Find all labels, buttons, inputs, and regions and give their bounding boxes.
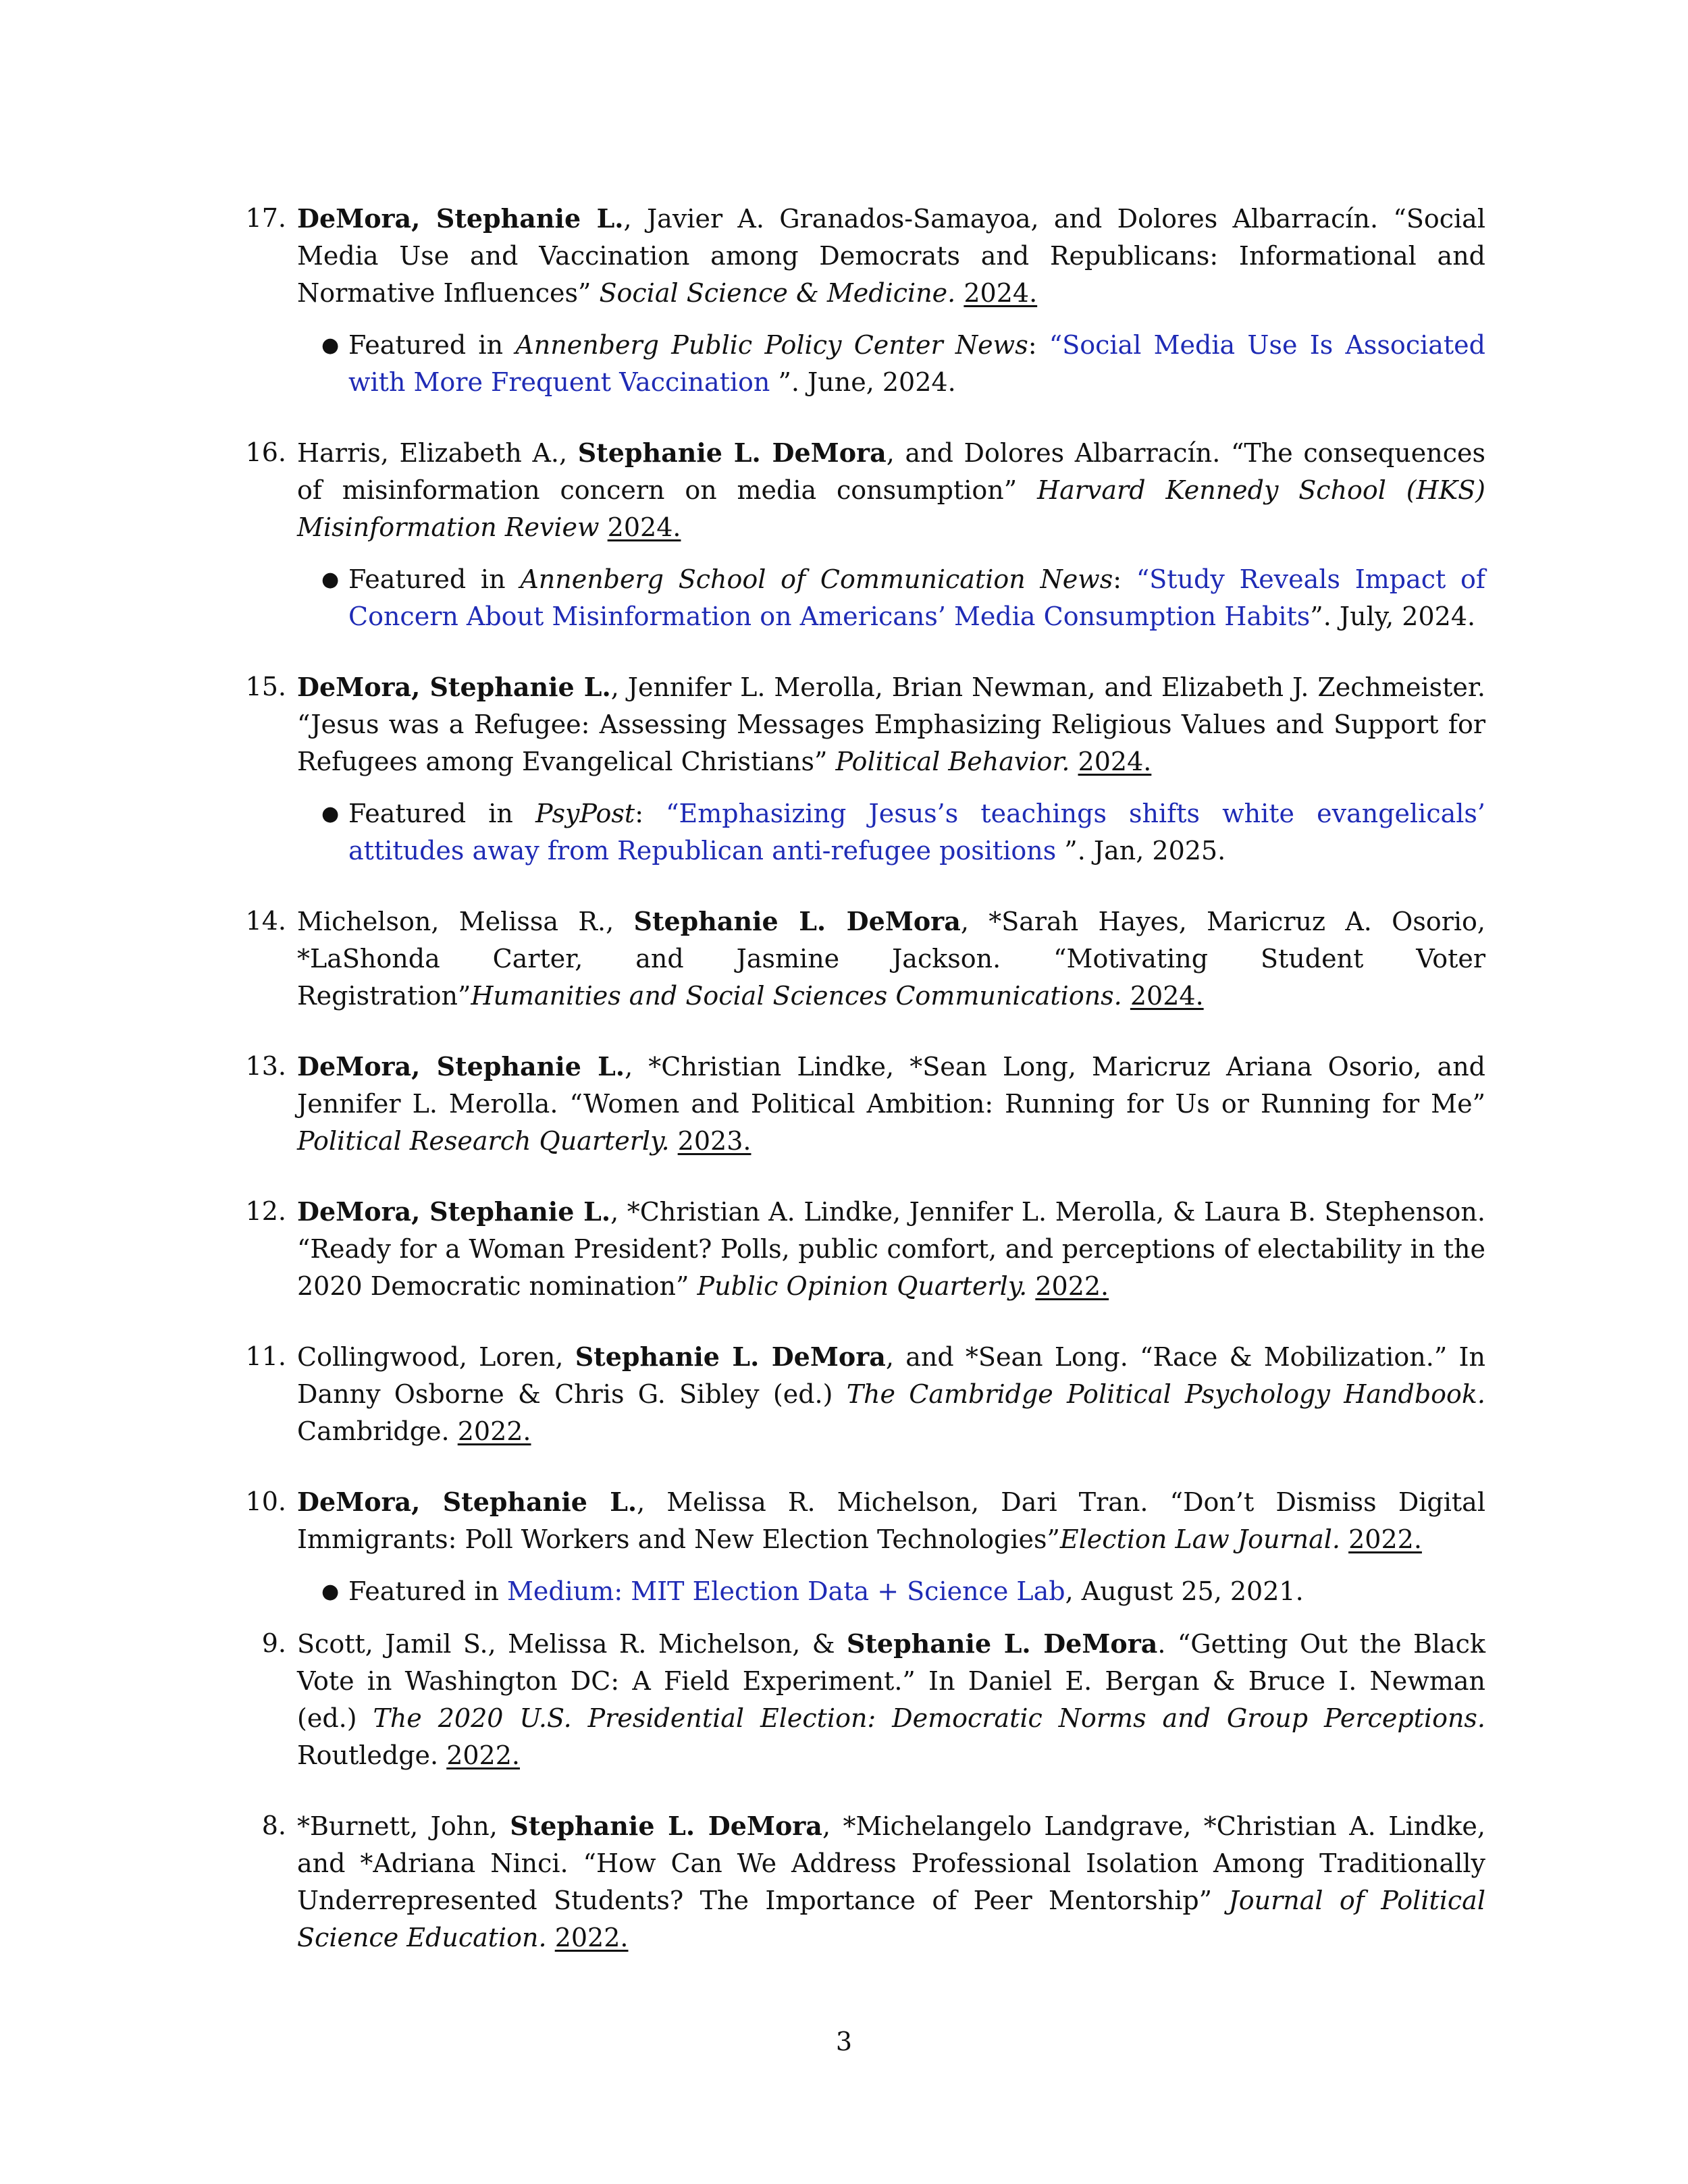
year-link[interactable]: 2023. bbox=[677, 1126, 751, 1156]
bullet-icon: ● bbox=[321, 802, 340, 826]
publication-number: 15. bbox=[245, 672, 286, 701]
self-author: DeMora, Stephanie L. bbox=[297, 672, 611, 702]
publication-number: 14. bbox=[245, 906, 286, 936]
self-author: DeMora, Stephanie L. bbox=[297, 1051, 625, 1082]
year-link[interactable]: 2022. bbox=[446, 1740, 520, 1770]
publication-number: 11. bbox=[245, 1341, 286, 1371]
publication-16 bbox=[243, 434, 1485, 635]
venue: Political Behavior. bbox=[835, 747, 1070, 776]
featured-suffix: , August 25, 2021. bbox=[1065, 1576, 1304, 1606]
bullet-icon: ● bbox=[321, 334, 340, 357]
self-author: Stephanie L. DeMora bbox=[577, 437, 887, 468]
bullet-icon: ● bbox=[321, 1580, 340, 1603]
featured-outlet: Annenberg School of Communication News bbox=[520, 564, 1113, 594]
venue: Journal of Political Science Education. bbox=[297, 1886, 1485, 1952]
publication-number: 12. bbox=[245, 1196, 286, 1226]
featured-separator: : bbox=[1028, 330, 1049, 360]
featured-article-link[interactable]: “Emphasizing Jesus’s teachings shifts white evangelicals’ attitudes away from Republican anti-refugee positions bbox=[348, 799, 1485, 865]
venue: Public Opinion Quarterly. bbox=[697, 1271, 1028, 1301]
featured-suffix: ”. June, 2024. bbox=[778, 367, 956, 397]
featured-article-link[interactable]: “Study Reveals Impact of Concern About Misinformation on Americans’ Media Consumption Habits bbox=[348, 564, 1485, 631]
self-author: DeMora, Stephanie L. bbox=[297, 203, 624, 234]
self-author: Stephanie L. DeMora bbox=[633, 906, 961, 936]
publisher: Cambridge. bbox=[297, 1416, 450, 1446]
authors-before: Scott, Jamil S., Melissa R. Michelson, & bbox=[297, 1629, 847, 1659]
publication-17 bbox=[243, 200, 1485, 401]
featured-separator: : bbox=[1113, 564, 1136, 594]
featured-item bbox=[297, 795, 1485, 870]
authors-and-title: , *Sarah Hayes, Maricruz A. Osorio, *LaShonda Carter, and Jasmine Jackson. “Motivating Student Voter Registration” bbox=[297, 907, 1485, 1011]
authors-before: *Burnett, John, bbox=[297, 1811, 510, 1841]
publication-number: 8. bbox=[261, 1811, 286, 1840]
featured-suffix: ”. Jan, 2025. bbox=[1064, 836, 1226, 865]
featured-article-link[interactable]: Medium: MIT Election Data + Science Lab bbox=[506, 1576, 1065, 1606]
featured-outlet: Annenberg Public Policy Center News bbox=[515, 330, 1028, 360]
featured-outlet: PsyPost bbox=[535, 799, 635, 828]
authors-and-title: , Jennifer L. Merolla, Brian Newman, and Elizabeth J. Zechmeister. “Jesus was a Refugee: Assessing Messages Emphasizing Religious Values and Support for Refugees among Evangelical Christians” bbox=[297, 672, 1485, 776]
self-author: Stephanie L. DeMora bbox=[510, 1811, 822, 1841]
authors-before: Harris, Elizabeth A., bbox=[297, 438, 578, 468]
publication-14 bbox=[243, 903, 1485, 1015]
publication-number: 13. bbox=[245, 1051, 286, 1081]
publication-number: 16. bbox=[245, 437, 286, 467]
authors-and-title: , *Christian A. Lindke, Jennifer L. Merolla, & Laura B. Stephenson. “Ready for a Woman President? Polls, public comfort, and perceptions of electability in the 2020 Democratic nomination” bbox=[297, 1197, 1485, 1301]
publication-list bbox=[243, 200, 1485, 1990]
self-author: DeMora, Stephanie L. bbox=[297, 1196, 611, 1227]
authors-and-title: , and *Sean Long. “Race & Mobilization.” In Danny Osborne & Chris G. Sibley (ed.) bbox=[297, 1342, 1485, 1409]
publisher: Routledge. bbox=[297, 1740, 439, 1770]
authors-and-title: , *Christian Lindke, *Sean Long, Maricruz Ariana Osorio, and Jennifer L. Merolla. “Women and Political Ambition: Running for Us or Running for Me” bbox=[297, 1052, 1485, 1119]
featured-item bbox=[297, 1573, 1485, 1610]
venue: The 2020 U.S. Presidential Election: Democratic Norms and Group Perceptions. bbox=[373, 1703, 1486, 1733]
venue: The Cambridge Political Psychology Handbook. bbox=[846, 1379, 1486, 1409]
publication-number: 10. bbox=[245, 1487, 286, 1516]
authors-and-title: , *Michelangelo Landgrave, *Christian A. Lindke, and *Adriana Ninci. “How Can We Address Professional Isolation Among Traditionally Underrepresented Students? The Importance of Peer Mentorship” bbox=[297, 1811, 1486, 1915]
venue: Political Research Quarterly. bbox=[297, 1126, 670, 1156]
authors-and-title: , Javier A. Granados-Samayoa, and Dolores Albarracín. “Social Media Use and Vaccination among Democrats and Republicans: Informational and Normative Influences” bbox=[297, 204, 1485, 308]
self-author: DeMora, Stephanie L. bbox=[297, 1487, 637, 1517]
year-link[interactable]: 2022. bbox=[457, 1416, 531, 1446]
publication-8 bbox=[243, 1807, 1485, 1956]
publication-number: 9. bbox=[261, 1628, 286, 1658]
year-link[interactable]: 2024. bbox=[1078, 747, 1152, 776]
publication-15 bbox=[243, 668, 1485, 870]
year-link[interactable]: 2024. bbox=[964, 278, 1038, 308]
venue: Humanities and Social Sciences Communications. bbox=[471, 981, 1122, 1011]
featured-item bbox=[297, 327, 1485, 401]
page-number: 3 bbox=[835, 2027, 853, 2056]
publication-number: 17. bbox=[245, 203, 286, 233]
publication-13 bbox=[243, 1048, 1485, 1160]
year-link[interactable]: 2022. bbox=[1035, 1271, 1109, 1301]
publication-9 bbox=[243, 1625, 1485, 1774]
featured-prefix: Featured in bbox=[348, 1576, 507, 1606]
venue: Election Law Journal. bbox=[1059, 1524, 1341, 1554]
venue: Social Science & Medicine. bbox=[599, 278, 956, 308]
featured-prefix: Featured in bbox=[348, 564, 521, 594]
authors-and-title: , Melissa R. Michelson, Dari Tran. “Don’t Dismiss Digital Immigrants: Poll Workers and New Election Technologies” bbox=[297, 1487, 1485, 1554]
authors-before: Collingwood, Loren, bbox=[297, 1342, 575, 1372]
authors-before: Michelson, Melissa R., bbox=[297, 907, 634, 936]
featured-item bbox=[297, 561, 1485, 635]
year-link[interactable]: 2022. bbox=[554, 1923, 629, 1952]
featured-prefix: Featured in bbox=[348, 330, 516, 360]
featured-article-link[interactable]: “Social Media Use Is Associated with More Frequent Vaccination bbox=[348, 330, 1485, 397]
featured-separator: : bbox=[635, 799, 666, 828]
featured-suffix: ”. July, 2024. bbox=[1310, 602, 1476, 631]
year-link[interactable]: 2024. bbox=[1130, 981, 1204, 1011]
publication-11 bbox=[243, 1338, 1485, 1450]
self-author: Stephanie L. DeMora bbox=[575, 1341, 886, 1372]
authors-and-title: , and Dolores Albarracín. “The consequences of misinformation concern on media consumption” bbox=[297, 438, 1485, 505]
self-author: Stephanie L. DeMora bbox=[846, 1628, 1158, 1659]
bullet-icon: ● bbox=[321, 568, 340, 591]
venue: Harvard Kennedy School (HKS) Misinformation Review bbox=[297, 475, 1485, 542]
featured-prefix: Featured in bbox=[348, 799, 535, 828]
year-link[interactable]: 2022. bbox=[1348, 1524, 1422, 1554]
publication-10 bbox=[243, 1483, 1485, 1610]
year-link[interactable]: 2024. bbox=[607, 512, 681, 542]
authors-and-title: . “Getting Out the Black Vote in Washington DC: A Field Experiment.” In Daniel E. Bergan & Bruce I. Newman (ed.) bbox=[297, 1629, 1485, 1733]
publication-12 bbox=[243, 1193, 1485, 1305]
